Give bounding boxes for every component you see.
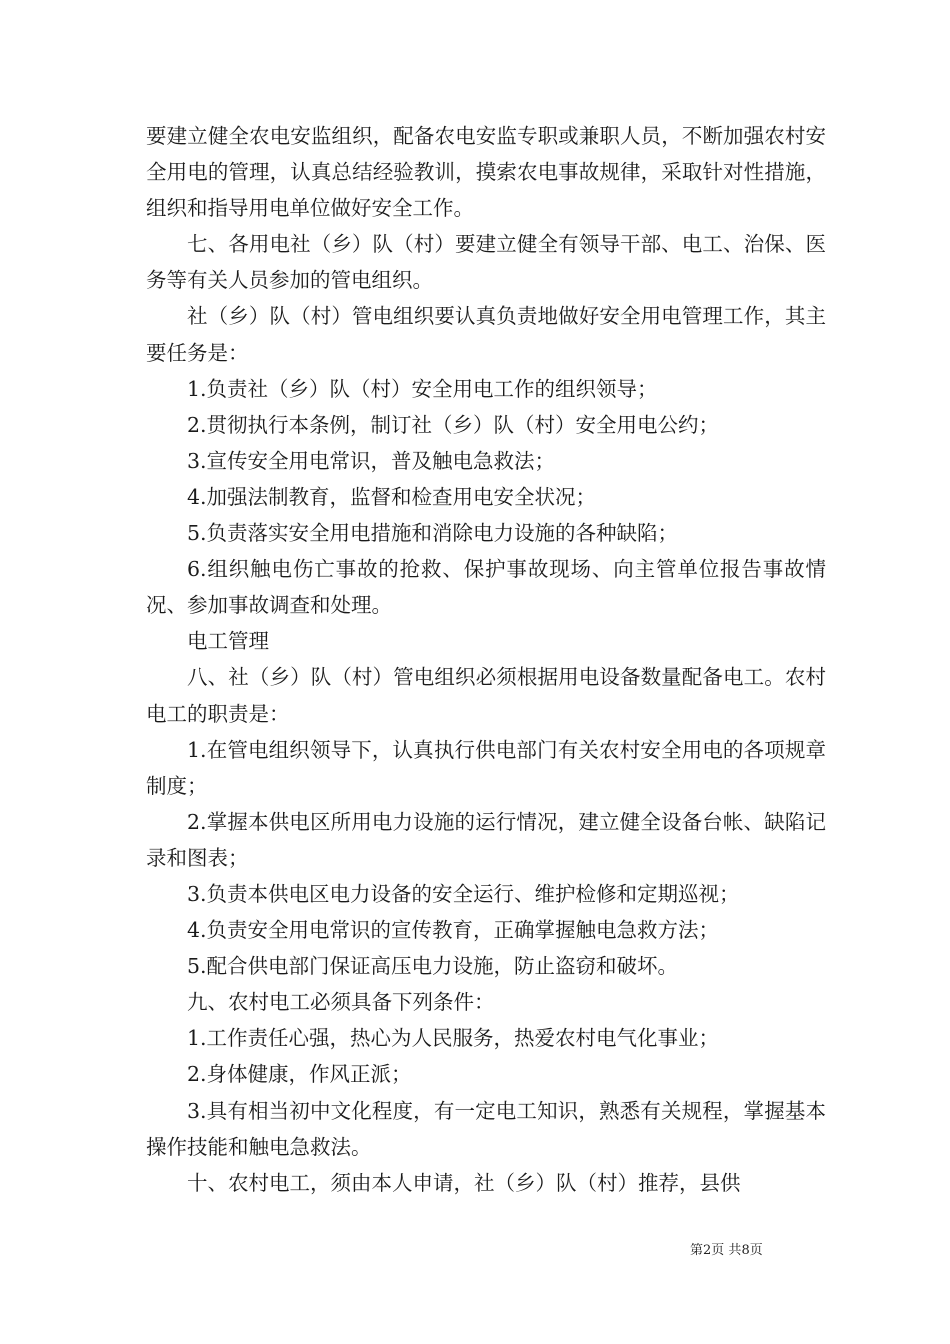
list-item: 3.负责本供电区电力设备的安全运行、维护检修和定期巡视； <box>187 881 740 906</box>
paragraph-article-10: 十、农村电工，须由本人申请，社（乡）队（村）推荐，县供 <box>187 1170 741 1195</box>
list-item: 5.负责落实安全用电措施和消除电力设施的各种缺陷； <box>187 521 679 546</box>
list-item: 4.加强法制教育，监督和检查用电安全状况； <box>187 484 597 509</box>
list-item: 2.贯彻执行本条例，制订社（乡）队（村）安全用电公约； <box>187 412 720 437</box>
document-body <box>146 118 826 1201</box>
list-item: 2.掌握本供电区所用电力设施的运行情况，建立健全设备台帐、缺陷记录和图表； <box>146 809 826 870</box>
list-item: 1.负责社（乡）队（村）安全用电工作的组织领导； <box>187 376 658 401</box>
current-page-number: 2 <box>703 1243 712 1258</box>
page-number-prefix: 第 <box>690 1243 704 1258</box>
paragraph-1: 要建立健全农电安监组织，配备农电安监专职或兼职人员，不断加强农村安全用电的管理，认真总结经验教训，摸索农电事故规律，采取针对性措施，组织和指导用电单位做好安全工作。 <box>146 124 826 221</box>
paragraph-3: 社（乡）队（村）管电组织要认真负责地做好安全用电管理工作，其主要任务是： <box>146 304 826 365</box>
list-item: 5.配合供电部门保证高压电力设施，防止盗窃和破坏。 <box>187 954 679 979</box>
page-number-suffix: 页 <box>749 1243 763 1258</box>
list-item: 3.宣传安全用电常识，普及触电急救法； <box>187 448 556 473</box>
paragraph-article-8: 八、社（乡）队（村）管电组织必须根据用电设备数量配备电工。农村电工的职责是： <box>146 665 826 726</box>
list-item: 4.负责安全用电常识的宣传教育，正确掌握触电急救方法； <box>187 918 720 943</box>
section-heading: 电工管理 <box>187 629 269 654</box>
page-number <box>690 1242 763 1260</box>
total-page-count: 8 <box>741 1243 750 1258</box>
list-item: 2.身体健康，作风正派； <box>187 1062 412 1087</box>
paragraph-article-9: 九、农村电工必须具备下列条件： <box>187 990 495 1015</box>
list-item: 1.工作责任心强，热心为人民服务，热爱农村电气化事业； <box>187 1026 720 1051</box>
list-item: 6.组织触电伤亡事故的抢救、保护事故现场、向主管单位报告事故情况、参加事故调查和处理。 <box>146 557 826 618</box>
paragraph-2: 七、各用电社（乡）队（村）要建立健全有领导干部、电工、治保、医务等有关人员参加的管电组织。 <box>146 232 826 293</box>
list-item: 1.在管电组织领导下，认真执行供电部门有关农村安全用电的各项规章制度； <box>146 737 826 798</box>
list-item: 3.具有相当初中文化程度，有一定电工知识，熟悉有关规程，掌握基本操作技能和触电急救法。 <box>146 1098 826 1159</box>
page-number-middle: 页 共 <box>711 1243 742 1258</box>
